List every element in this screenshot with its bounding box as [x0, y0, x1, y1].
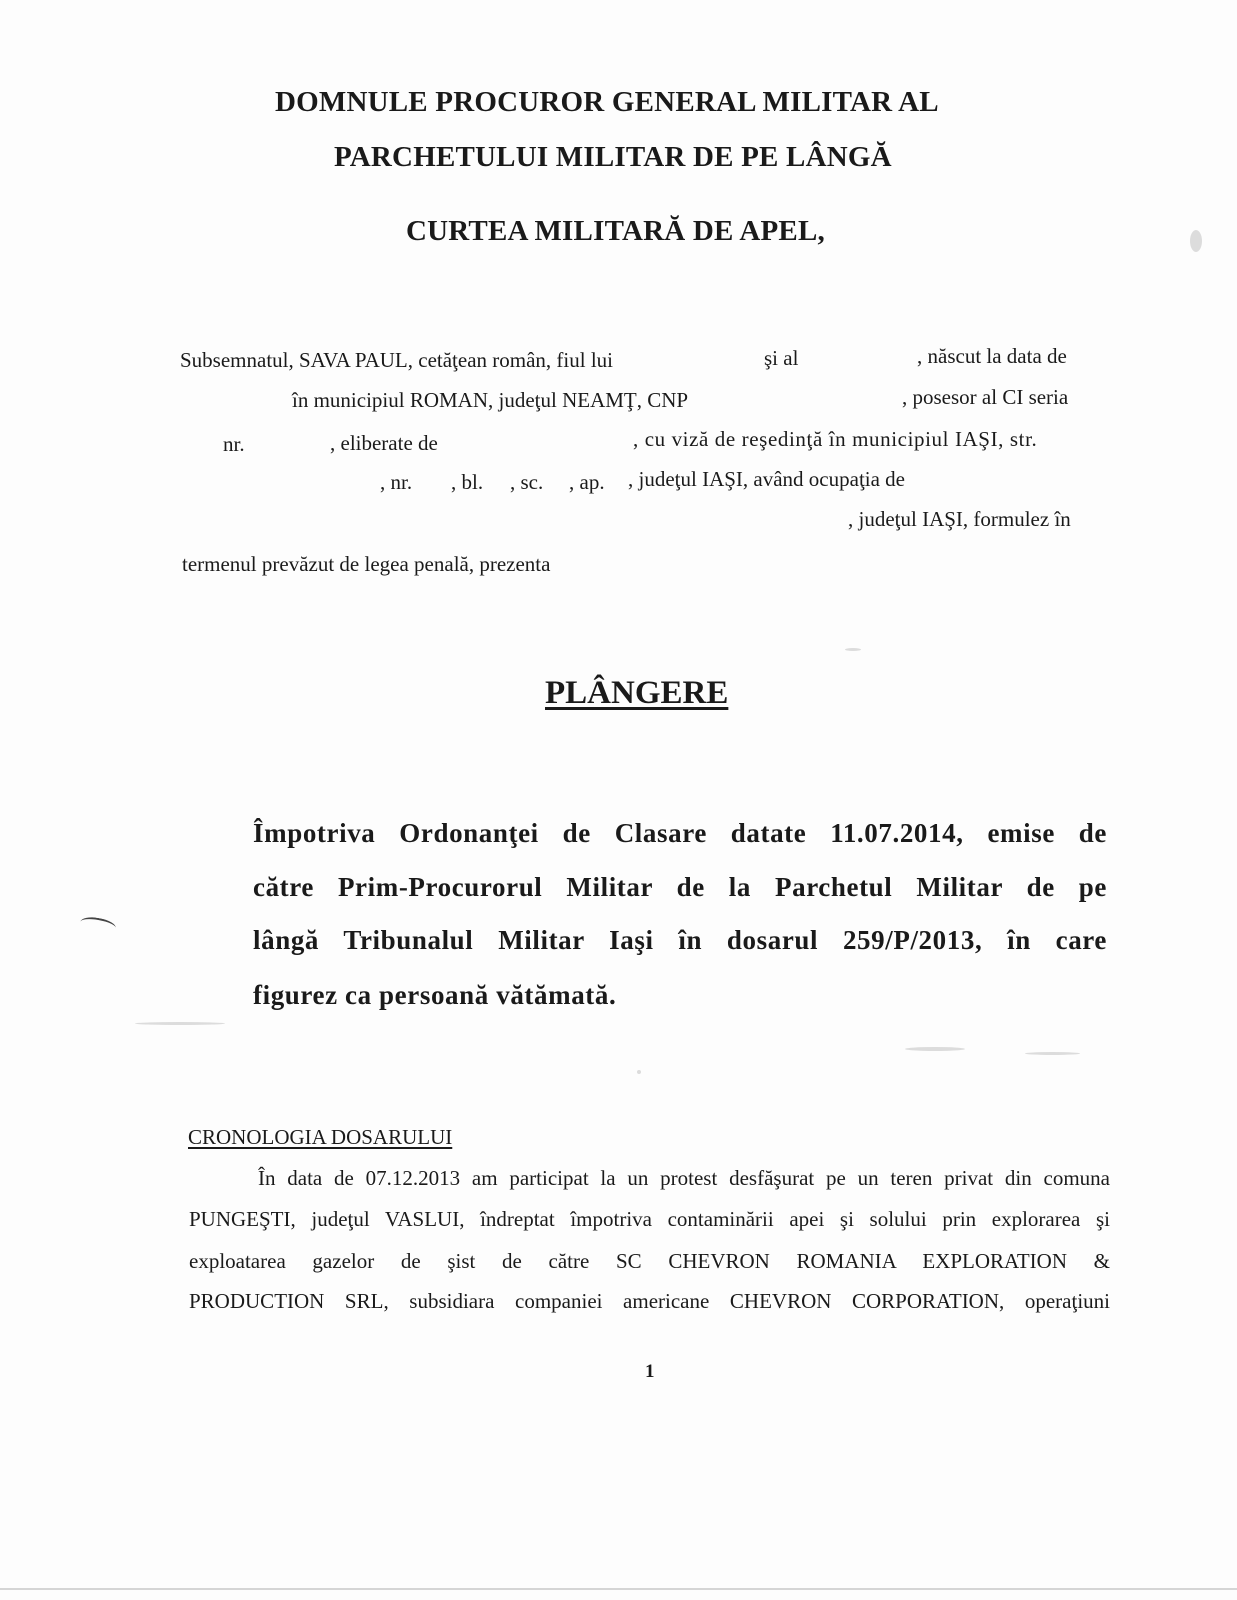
subject-line-3: lângă Tribunalul Militar Iaşi în dosarul 259/P/2013, în care	[253, 925, 1107, 955]
scan-speck	[905, 1047, 965, 1051]
intro-line-4d: , ap.	[569, 470, 605, 494]
intro-line-2b: , posesor al CI seria	[902, 385, 1069, 409]
pen-mark	[79, 915, 117, 935]
chronology-line-3: exploatarea gazelor de şist de către SC CHEVRON ROMANIA EXPLORATION &	[189, 1249, 1110, 1273]
subject-line-4: figurez ca persoană vătămată.	[253, 980, 617, 1010]
subject-line-2: către Prim-Procurorul Militar de la Parchetul Militar de pe	[253, 872, 1107, 902]
subject-line-1: Împotriva Ordonanţei de Clasare datate 11.07.2014, emise de	[253, 818, 1107, 848]
addressee-line-3: CURTEA MILITARĂ DE APEL,	[406, 215, 825, 247]
scan-speck	[637, 1070, 641, 1074]
intro-line-4c: , sc.	[510, 470, 544, 494]
chronology-line-2: PUNGEŞTI, judeţul VASLUI, îndreptat împotriva contaminării apei şi solului prin explorarea şi	[189, 1207, 1110, 1231]
intro-line-4b: , bl.	[451, 470, 484, 494]
scan-speck	[1190, 230, 1202, 252]
intro-line-1c: , născut la data de	[917, 344, 1067, 368]
intro-line-3a: nr.	[223, 432, 245, 456]
addressee-line-2: PARCHETULUI MILITAR DE PE LÂNGĂ	[334, 141, 892, 173]
intro-line-2a: în municipiul ROMAN, judeţul NEAMŢ, CNP	[292, 388, 689, 412]
page-number: 1	[645, 1361, 655, 1382]
addressee-line-1: DOMNULE PROCUROR GENERAL MILITAR AL	[275, 86, 939, 118]
chronology-line-1: În data de 07.12.2013 am participat la un protest desfăşurat pe un teren privat din comuna	[258, 1166, 1110, 1190]
scan-speck	[135, 1022, 225, 1025]
intro-line-6: termenul prevăzut de legea penală, prezenta	[182, 552, 551, 576]
intro-line-1b: şi al	[764, 346, 799, 370]
intro-line-4e: , judeţul IAŞI, având ocupaţia de	[628, 467, 905, 491]
intro-line-4a: , nr.	[380, 470, 413, 494]
intro-line-1a: Subsemnatul, SAVA PAUL, cetăţean român, fiul lui	[180, 348, 614, 372]
intro-line-3b: , eliberate de	[330, 431, 438, 455]
chronology-line-4: PRODUCTION SRL, subsidiara companiei americane CHEVRON CORPORATION, operaţiuni	[189, 1289, 1110, 1313]
scan-speck	[1025, 1052, 1080, 1055]
intro-line-3c: , cu viză de reşedinţă în municipiul IAŞI, str.	[633, 427, 1038, 451]
section-heading: CRONOLOGIA DOSARULUI	[188, 1125, 453, 1149]
document-title: PLÂNGERE	[545, 675, 729, 711]
intro-line-5: , judeţul IAŞI, formulez în	[848, 507, 1071, 531]
page-edge	[0, 1588, 1237, 1590]
scan-speck	[845, 648, 861, 651]
